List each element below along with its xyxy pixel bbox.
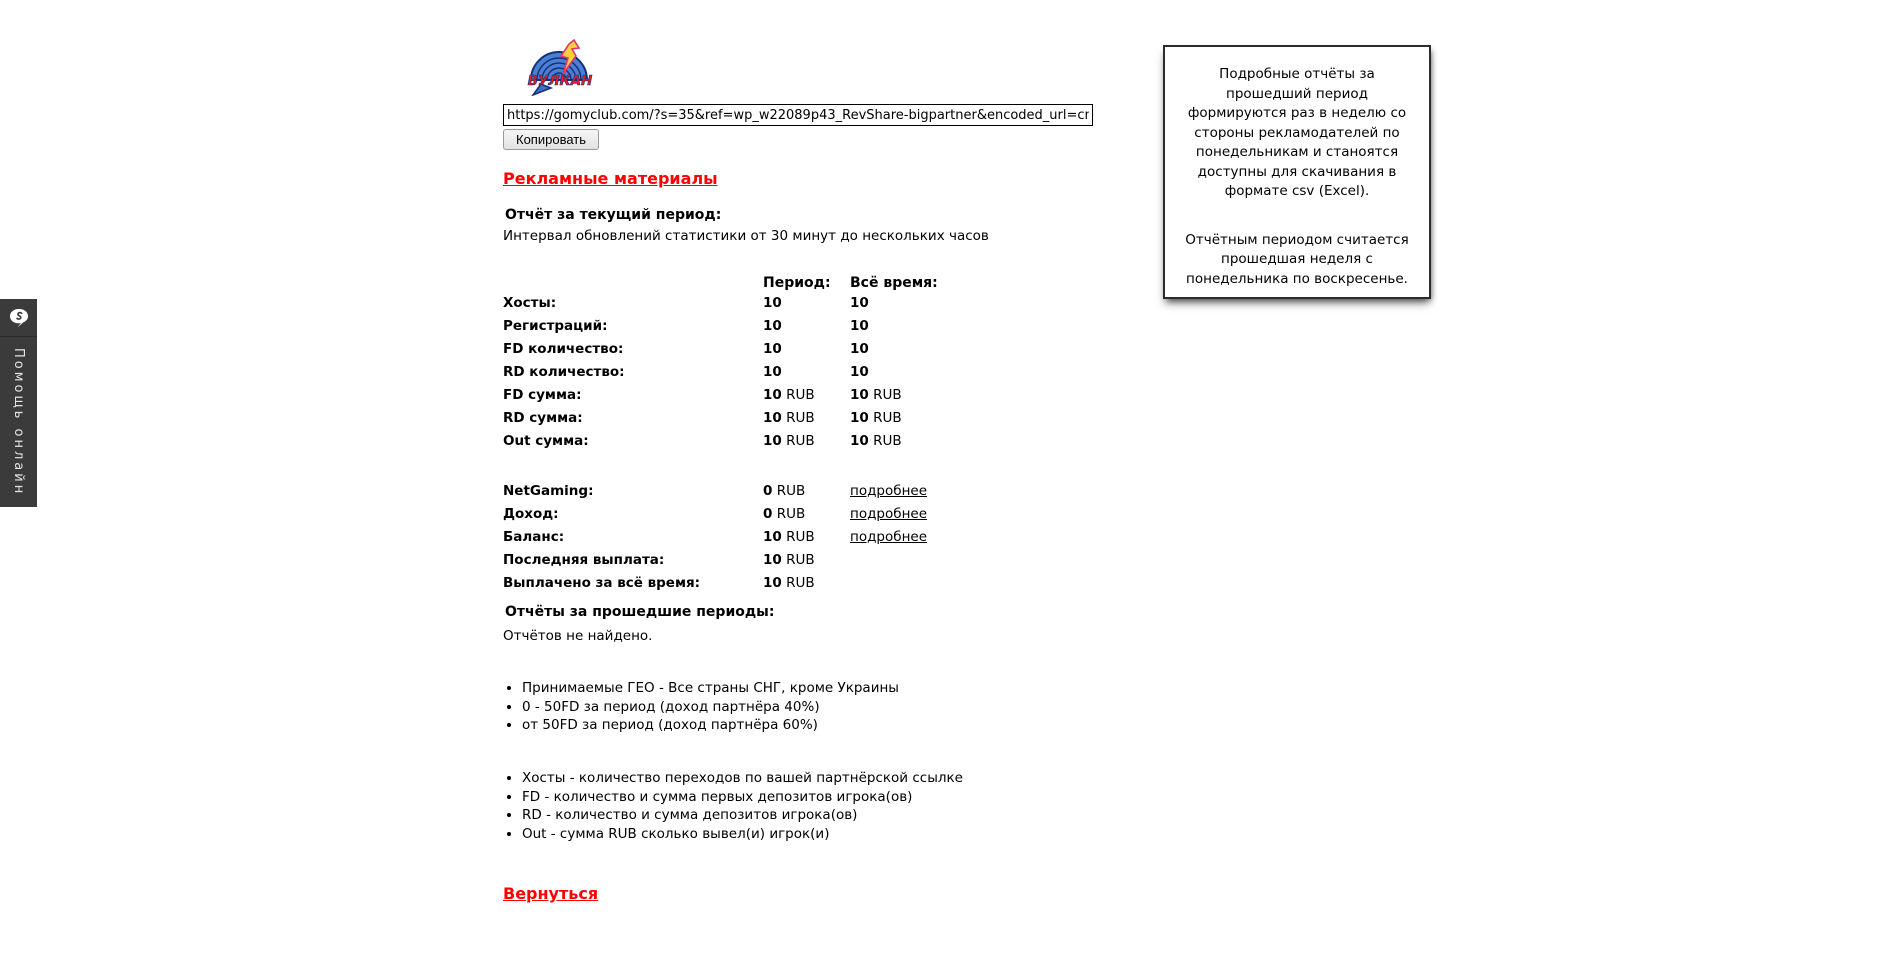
summary-row-balance: Баланс: 10 RUB подробнее: [503, 529, 928, 545]
netgaming-details-link[interactable]: подробнее: [850, 483, 928, 499]
table-row-fd-sum: FD сумма: 10 RUB 10 RUB: [503, 387, 902, 403]
list-item: • от 50FD за период (доход партнёра 60%): [522, 716, 899, 735]
vulkan-logo-text: ВУЛКАН: [527, 73, 593, 89]
income-details-link[interactable]: подробнее: [850, 506, 928, 522]
summary-row-netgaming: NetGaming: 0 RUB подробнее: [503, 483, 928, 499]
online-help-label: Помощь онлайн: [11, 347, 26, 497]
summary-row-paid-alltime: Выплачено за всё время: 10 RUB: [503, 575, 815, 591]
online-help-tab[interactable]: [0, 299, 37, 507]
list-item: • RD - количество и сумма депозитов игрока(ов): [522, 806, 963, 825]
current-report-title: Отчёт за текущий период:: [505, 207, 722, 223]
col-period-header: Период:: [763, 275, 831, 291]
summary-row-last-payout: Последняя выплата: 10 RUB: [503, 552, 815, 568]
table-row-hosts: Хосты: 10 10: [503, 295, 869, 311]
table-row-rd-count: RD количество: 10 10: [503, 364, 869, 380]
referral-url-input[interactable]: [503, 104, 1093, 126]
col-alltime-header: Всё время:: [850, 275, 938, 291]
summary-row-income: Доход: 0 RUB подробнее: [503, 506, 928, 522]
list-item: • Out - сумма RUB сколько вывел(и) игрок(и): [522, 825, 963, 844]
list-item: • FD - количество и сумма первых депозитов игрока(ов): [522, 788, 963, 807]
table-row-fd-count: FD количество: 10 10: [503, 341, 869, 357]
back-link[interactable]: Вернуться: [503, 884, 599, 903]
info-paragraph-2: Отчётным периодом считается прошедшая неделя с понедельника по воскресенье.: [1185, 231, 1409, 287]
weekly-reports-info-box: [1163, 45, 1431, 299]
table-row-out-sum: Out сумма: 10 RUB 10 RUB: [503, 433, 902, 449]
stats-header-row: [503, 275, 973, 292]
vulkan-logo[interactable]: [527, 36, 593, 96]
list-item: • Принимаемые ГЕО - Все страны СНГ, кроме Украины: [522, 679, 899, 698]
table-row-rd-sum: RD сумма: 10 RUB 10 RUB: [503, 410, 902, 426]
list-item: • 0 - 50FD за период (доход партнёра 40%): [522, 698, 899, 717]
info-paragraph-1: Подробные отчёты за прошедший период формируются раз в неделю со стороны рекламодателей по понедельникам и станоятся доступны для скачивания в формате csv (Excel).: [1187, 66, 1407, 199]
past-reports-title: Отчёты за прошедшие периоды:: [505, 604, 775, 620]
copy-button[interactable]: Копировать: [503, 129, 599, 150]
table-row-registrations: Регистраций: 10 10: [503, 318, 869, 334]
advertising-materials-link[interactable]: Рекламные материалы: [503, 169, 718, 188]
list-item: • Хосты - количество переходов по вашей партнёрской ссылке: [522, 769, 963, 788]
glossary-list: [505, 769, 963, 843]
balance-details-link[interactable]: подробнее: [850, 529, 928, 545]
stats-table: [503, 275, 973, 595]
chat-bubble-icon[interactable]: [0, 299, 37, 337]
terms-list: [505, 679, 899, 735]
past-reports-empty: Отчётов не найдено.: [503, 628, 653, 644]
current-report-subtitle: Интервал обновлений статистики от 30 минут до нескольких часов: [503, 228, 989, 244]
